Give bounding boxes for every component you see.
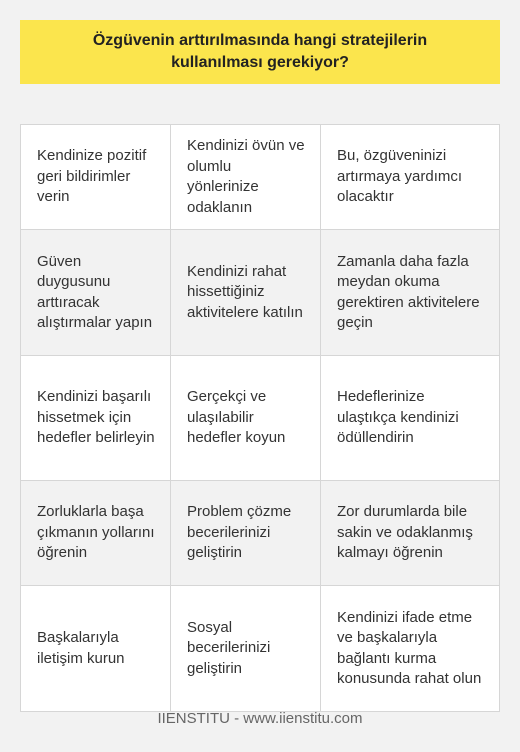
table-cell: Problem çözme becerilerinizi geliştirin <box>171 481 321 586</box>
table-cell: Zor durumlarda bile sakin ve odaklanmış kalmayı öğrenin <box>321 481 499 586</box>
table-cell: Bu, özgüveninizi artırmaya yardımcı olacaktır <box>321 125 499 230</box>
table-cell: Gerçekçi ve ulaşılabilir hedefler koyun <box>171 356 321 481</box>
table-cell: Zamanla daha fazla meydan okuma gerektiren aktivitelere geçin <box>321 230 499 356</box>
table-cell: Başkalarıyla iletişim kurun <box>21 586 171 711</box>
table-cell: Güven duygusunu arttıracak alıştırmalar yapın <box>21 230 171 356</box>
table-cell: Kendinizi başarılı hissetmek için hedefler belirleyin <box>21 356 171 481</box>
page-title: Özgüvenin arttırılmasında hangi stratejilerin kullanılması gerekiyor? <box>92 32 428 71</box>
table-cell: Kendinizi övün ve olumlu yönlerinize odaklanın <box>171 125 321 230</box>
table-cell: Hedeflerinize ulaştıkça kendinizi ödüllendirin <box>321 356 499 481</box>
footer-credit: IIENSTITU - www.iienstitu.com <box>157 710 363 727</box>
table-cell: Zorluklarla başa çıkmanın yollarını öğrenin <box>21 481 171 586</box>
strategy-table <box>20 124 500 712</box>
table-cell: Kendinizi ifade etme ve başkalarıyla bağlantı kurma konusunda rahat olun <box>321 586 499 711</box>
table-cell: Kendinizi rahat hissettiğiniz aktivitelere katılın <box>171 230 321 356</box>
table-cell: Kendinize pozitif geri bildirimler verin <box>21 125 171 230</box>
title-banner <box>20 20 500 84</box>
table-cell: Sosyal becerilerinizi geliştirin <box>171 586 321 711</box>
